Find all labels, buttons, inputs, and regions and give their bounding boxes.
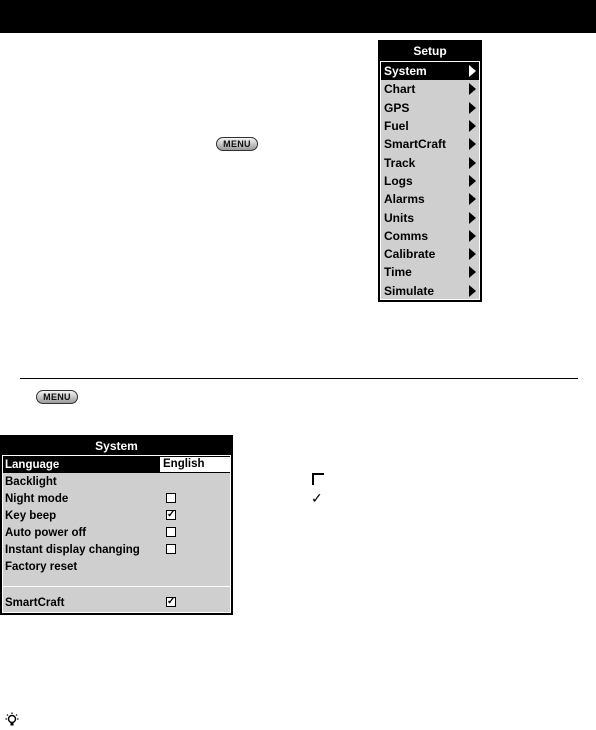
header-bar <box>0 0 596 33</box>
right-triangle-icon <box>469 230 476 242</box>
setup-item-label: Comms <box>384 228 429 243</box>
system-menu <box>0 435 233 615</box>
system-divider <box>3 586 230 590</box>
right-triangle-icon <box>469 212 476 224</box>
system-menu-body <box>2 455 231 613</box>
night-mode-label: Night mode <box>5 492 69 505</box>
menu-button-label: MENU <box>223 139 251 149</box>
setup-item-gps[interactable] <box>381 99 479 117</box>
right-triangle-icon <box>469 83 476 95</box>
unchecked-box-icon <box>312 473 324 485</box>
setup-item-comms[interactable] <box>381 227 479 245</box>
factory-reset-row[interactable] <box>3 558 230 575</box>
auto-power-off-label: Auto power off <box>5 526 87 539</box>
right-triangle-icon <box>469 266 476 278</box>
setup-item-label: Fuel <box>384 119 409 134</box>
setup-item-simulate[interactable] <box>381 282 479 300</box>
setup-item-system[interactable] <box>381 62 479 80</box>
setup-item-label: SmartCraft <box>384 137 447 152</box>
right-triangle-icon <box>469 120 476 132</box>
setup-item-label: Alarms <box>384 192 425 207</box>
key-beep-checkbox[interactable]: ✓ <box>167 509 176 520</box>
instant-display-row[interactable] <box>3 541 230 558</box>
language-value[interactable]: English <box>160 457 230 472</box>
menu-button-icon[interactable] <box>36 390 78 404</box>
backlight-label: Backlight <box>5 475 57 488</box>
right-triangle-icon <box>469 285 476 297</box>
setup-item-label: System <box>384 64 427 79</box>
setup-item-label: Units <box>384 210 414 225</box>
smartcraft-label: SmartCraft <box>5 596 65 609</box>
factory-reset-label: Factory reset <box>5 560 78 573</box>
setup-item-time[interactable] <box>381 263 479 281</box>
check-mark-icon: ✓ <box>311 490 323 506</box>
right-triangle-icon <box>469 175 476 187</box>
setup-item-alarms[interactable] <box>381 190 479 208</box>
key-beep-row[interactable] <box>3 507 230 524</box>
night-mode-checkbox[interactable] <box>166 493 176 503</box>
setup-item-label: Logs <box>384 173 413 188</box>
right-triangle-icon <box>469 193 476 205</box>
setup-menu <box>378 40 482 302</box>
setup-item-label: Simulate <box>384 283 435 298</box>
right-triangle-icon <box>469 65 476 77</box>
lightbulb-icon <box>4 712 20 730</box>
instant-display-label: Instant display changing <box>5 543 140 556</box>
auto-power-off-checkbox[interactable] <box>166 527 176 537</box>
setup-item-label: Calibrate <box>384 247 436 262</box>
language-label: Language <box>5 458 60 471</box>
setup-item-track[interactable] <box>381 153 479 171</box>
smartcraft-checkbox[interactable]: ✓ <box>167 596 176 607</box>
instant-display-checkbox[interactable] <box>166 544 176 554</box>
setup-item-smartcraft[interactable] <box>381 135 479 153</box>
setup-item-label: Chart <box>384 82 416 97</box>
right-triangle-icon <box>469 248 476 260</box>
menu-button-icon[interactable] <box>216 137 258 151</box>
smartcraft-row[interactable] <box>3 594 230 611</box>
backlight-row[interactable] <box>3 473 230 490</box>
auto-power-off-row[interactable] <box>3 524 230 541</box>
language-row[interactable] <box>3 456 230 473</box>
setup-item-label: GPS <box>384 100 410 115</box>
key-beep-label: Key beep <box>5 509 57 522</box>
setup-item-fuel[interactable] <box>381 117 479 135</box>
night-mode-row[interactable] <box>3 490 230 507</box>
section-divider <box>20 378 578 379</box>
setup-item-label: Track <box>384 155 416 170</box>
system-menu-title: System <box>95 439 138 453</box>
setup-item-units[interactable] <box>381 208 479 226</box>
setup-item-label: Time <box>384 265 412 280</box>
menu-button-label: MENU <box>43 392 71 402</box>
setup-item-chart[interactable] <box>381 80 479 98</box>
right-triangle-icon <box>469 157 476 169</box>
right-triangle-icon <box>469 138 476 150</box>
setup-menu-title: Setup <box>380 42 480 60</box>
setup-item-logs[interactable] <box>381 172 479 190</box>
right-triangle-icon <box>469 102 476 114</box>
setup-item-calibrate[interactable] <box>381 245 479 263</box>
setup-menu-list <box>380 61 480 300</box>
